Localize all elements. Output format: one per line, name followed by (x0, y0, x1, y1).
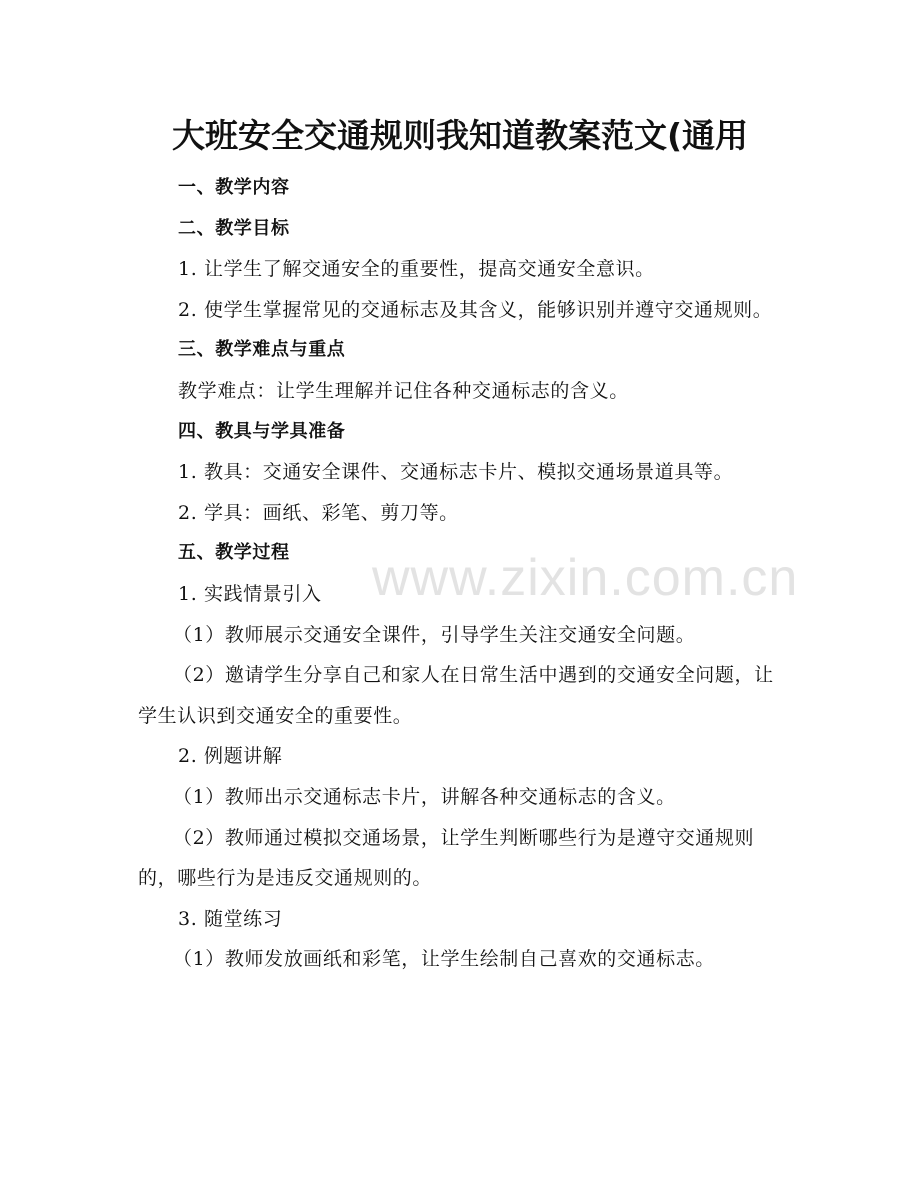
materials-item-1: 1. 教具：交通安全课件、交通标志卡片、模拟交通场景道具等。 (178, 461, 734, 484)
section-heading-difficulties: 三、教学难点与重点 (178, 339, 346, 361)
process-step-1-a: （1）教师展示交通安全课件，引导学生关注交通安全问题。 (173, 623, 696, 646)
process-step-3-a: （1）教师发放画纸和彩笔，让学生绘制自己喜欢的交通标志。 (173, 948, 715, 971)
materials-item-2: 2. 学具：画纸、彩笔、剪刀等。 (178, 501, 459, 524)
process-step-1: 1. 实践情景引入 (178, 582, 322, 605)
document-body (138, 168, 784, 980)
objective-item-1: 1. 让学生了解交通安全的重要性，提高交通安全意识。 (178, 258, 655, 281)
objective-item-2: 2. 使学生掌握常见的交通标志及其含义，能够识别并遵守交通规则。 (178, 298, 773, 321)
process-step-1-b: （2）邀请学生分享自己和家人在日常生活中遇到的交通安全问题，让学生认识到交通安全的重要性。 (138, 664, 774, 727)
section-heading-materials: 四、教具与学具准备 (178, 420, 346, 442)
process-step-2: 2. 例题讲解 (178, 745, 283, 768)
process-step-2-b: （2）教师通过模拟交通场景，让学生判断哪些行为是遵守交通规则的，哪些行为是违反交通规则的。 (138, 826, 755, 890)
section-heading-content: 一、教学内容 (178, 177, 290, 198)
process-step-3: 3. 随堂练习 (178, 907, 283, 930)
difficulty-text: 教学难点：让学生理解并记住各种交通标志的含义。 (178, 379, 629, 402)
section-heading-objectives: 二、教学目标 (178, 217, 290, 239)
section-heading-process: 五、教学过程 (178, 542, 290, 564)
document-title: 大班安全交通规则我知道教案范文(通用 (171, 116, 749, 155)
process-step-2-a: （1）教师出示交通标志卡片，讲解各种交通标志的含义。 (173, 785, 676, 808)
watermark: www.zixin.com.cn (372, 549, 799, 607)
